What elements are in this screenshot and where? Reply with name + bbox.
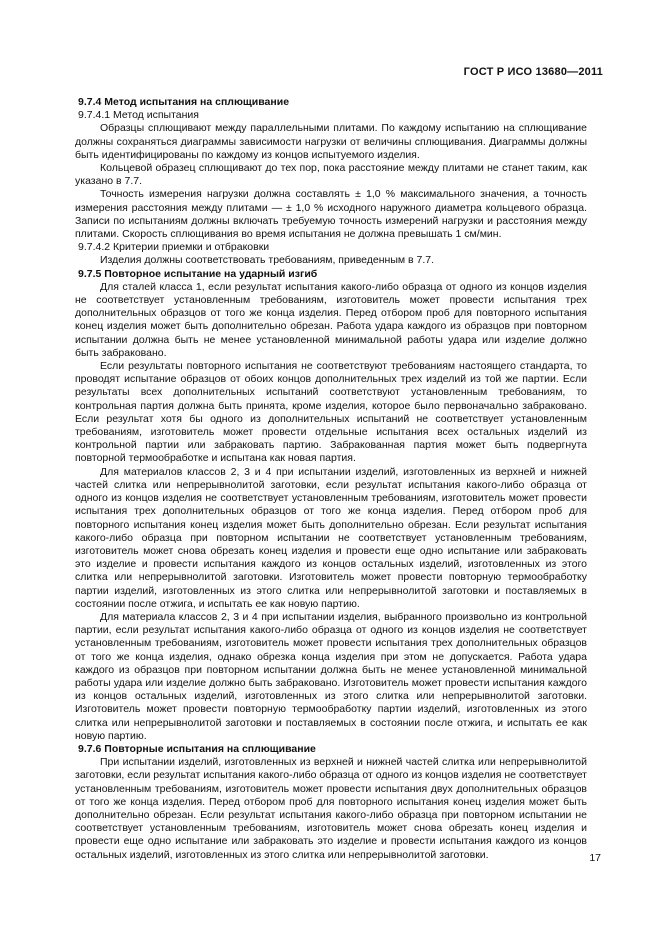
paragraph: Если результаты повторного испытания не соответствуют требованиям настоящего стандарта, то проводят испытание образцов от обоих концов дополнительных трех изделий из той же партии. Если результаты всех дополнительных испытаний соответствуют установленным требованиям, то контрольная партия должна быть принята, кроме изделия, которое было первоначально забраковано. Если результат хотя бы одного из дополнительных испытаний не соответствует установленным требованиям, изготовитель может провести отдельные испытания всех остальных изделий из контрольной партии или забраковать партию. Забракованная партия может быть подвергнута повторной термообработке и испытана как новая партия.: [75, 360, 587, 465]
paragraph: Для материала классов 2, 3 и 4 при испытании изделия, выбранного произвольно из контрольной партии, если результат испытания какого-либо образца от одного из концов изделия не соответствует установленным требованиям, изготовитель может провести испытания трех дополнительных образцов от того же конца изделия, однако обрезка конца изделия при этом не допускается. Работа удара каждого из образцов при повторном испытании должна быть не менее установленной минимальной работы удара или изделие должно быть забраковано. Изготовитель может провести испытания каждого из концов остальных изделий, изготовленных из этого слитка или непрерывнолитой заготовки. Изготовитель может провести повторную термообработку партии изделий, изготовленных из этого слитка или непрерывнолитой заготовки и поставляемых в состоянии после отжига, и испытать ее как новую партию.: [75, 610, 587, 742]
section-heading-9-7-6: 9.7.6 Повторные испытания на сплющивание: [78, 742, 316, 755]
document-body: [75, 96, 587, 862]
section-heading-9-7-5: 9.7.5 Повторное испытание на ударный изгиб: [78, 267, 318, 280]
page-number: 17: [589, 852, 601, 864]
paragraph: Образцы сплющивают между параллельными плитами. По каждому испытанию на сплющивание должны сохраняться диаграммы зависимости нагрузки от величины сплющивания. Диаграммы должны быть идентифицированы по каждому из концов испытуемого изделия.: [75, 122, 587, 161]
paragraph: Для материалов классов 2, 3 и 4 при испытании изделий, изготовленных из верхней и нижней частей слитка или непрерывнолитой заготовки, если результат испытания какого-либо образца от одного из концов изделия не соответствует установленным требованиям, изготовитель может провести испытания трех дополнительных образцов от того же конца изделия. Перед отбором проб для повторного испытания конец изделия может быть дополнительно обрезан. Если результат испытания какого-либо образца при повторном испытании не соответствует установленным требованиям, изготовитель может снова обрезать конец изделия и провести еще одно испытание или забраковать это изделие и провести испытания каждого из концов остальных изделий, изготовленных из этого слитка или непрерывнолитой заготовки. Изготовитель может провести повторную термообработку партии изделий, изготовленных из этого слитка или непрерывнолитой заготовки и поставляемых в состоянии после отжига, и испытать ее как новую партию.: [75, 465, 587, 610]
paragraph: Точность измерения нагрузки должна составлять ± 1,0 % максимального значения, а точность измерения расстояния между плитами — ± 1,0 % исходного наружного диаметра кольцевого образца. Записи по испытаниям должны включать требуемую точность измерений нагрузки и расстояния между плитами. Скорость сплющивания во время испытания не должна превышать 1 см/мин.: [75, 188, 587, 241]
subsection-heading-9-7-4-1: 9.7.4.1 Метод испытания: [78, 109, 199, 122]
subsection-heading-9-7-4-2: 9.7.4.2 Критерии приемки и отбраковки: [78, 241, 270, 254]
document-header: ГОСТ Р ИСО 13680—2011: [463, 66, 603, 78]
paragraph: Изделия должны соответствовать требованиям, приведенным в 7.7.: [100, 254, 435, 267]
section-heading-9-7-4: 9.7.4 Метод испытания на сплющивание: [78, 96, 290, 108]
paragraph: Для сталей класса 1, если результат испытания какого-либо образца от одного из концов изделия не соответствует установленным требованиям, изготовитель может провести испытания трех дополнительных образцов от того же конца изделия. Перед отбором проб для повторного испытания конец изделия может быть дополнительно обрезан. Работа удара каждого из образцов при повторном испытании должна быть не менее установленной минимальной работы удара или изделие должно быть забраковано.: [75, 280, 587, 359]
paragraph: При испытании изделий, изготовленных из верхней и нижней частей слитка или непрерывнолитой заготовки, если результат испытания какого-либо образца от одного из концов изделия не соответствует установленным требованиям, изготовитель может провести испытания двух дополнительных образцов от того же конца изделия. Перед отбором проб для повторного испытания конец изделия может быть дополнительно обрезан. Если результат испытания какого-либо образца при повторном испытании не соответствует установленным требованиям, изготовитель может снова обрезать конец изделия и провести еще одно испытание или забраковать это изделие и провести испытания каждого из концов остальных изделий, изготовленных из этого слитка или непрерывнолитой заготовки.: [75, 756, 587, 861]
paragraph: Кольцевой образец сплющивают до тех пор, пока расстояние между плитами не станет таким, как указано в 7.7.: [75, 162, 587, 188]
